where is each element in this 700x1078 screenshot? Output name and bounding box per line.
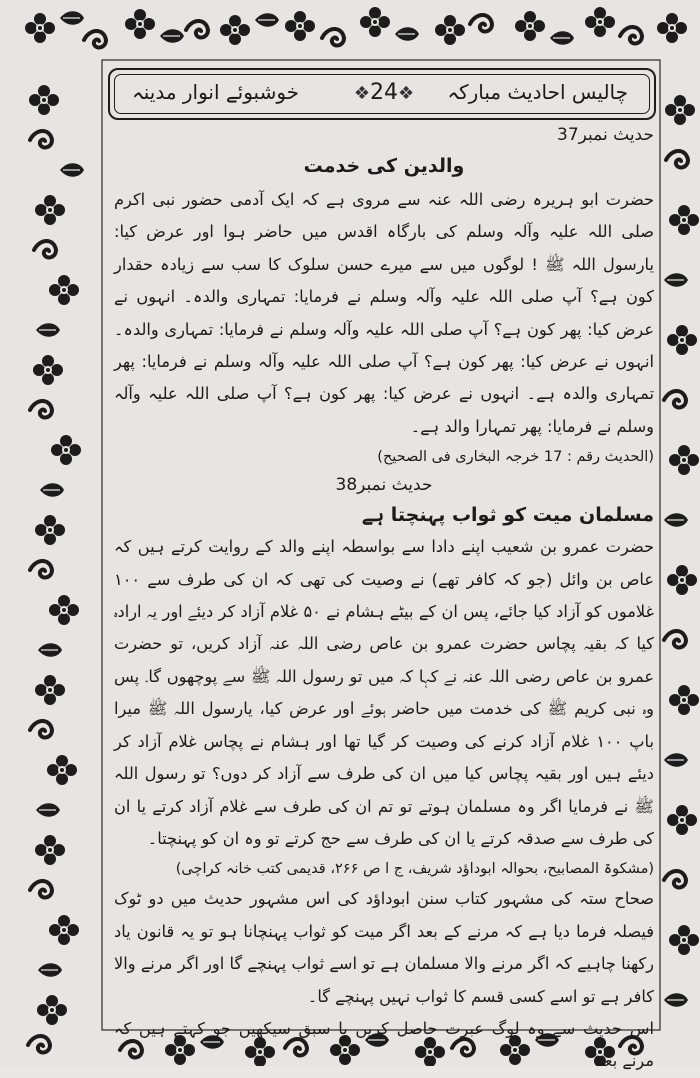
series-title: خوشبوئے انوار مدینہ: [132, 80, 300, 104]
hadith-37-title: والدین کی خدمت: [303, 155, 465, 177]
page-header: [108, 68, 656, 120]
main-content: [114, 122, 654, 1071]
hadith-38-commentary-2: اس حدیث سے وہ لوگ عبرت حاصل کریں یا سبق سیکھیں جو کہتے ہیں کہ مرنے بعد: [114, 1018, 654, 1071]
ornament-left-icon: ❖: [353, 83, 370, 104]
book-title: چالیس احادیث مبارکہ: [447, 80, 628, 104]
hadith-38-commentary-1: صحاح ستہ کی مشہور کتاب سنن ابوداؤد کی اس مشہور حدیث میں دو ٹوک فیصلہ فرما دیا ہے کہ مرنے کے بعد اگر میت کو ثواب پہنچانا ہو تو یہ قانون یاد رکھنا چاہیے کہ اگر مرنے والا مسلمان ہے تو اسے ثواب پہنچے گا اور اگر مرنے والا کافر ہے تو اسے کسی قسم کا ثواب نہیں پہنچے گا۔: [114, 889, 654, 1006]
hadith-38-reference: (مشکوۃ المصابیح، بحوالہ ابوداؤد شریف، ج ا ص ۲۶۶، قدیمی کتب خانہ کراچی): [175, 861, 654, 878]
hadith-38-text: حضرت عمرو بن شعیب اپنے دادا سے بواسطہ اپنے والد کے روایت کرتے ہیں کہ عاص بن وائل (جو کہ کافر تھے) نے وصیت کی تھی کہ ان کی طرف سے ۱۰۰ غلاموں کو آزاد کیا جائے، پس ان کے بیٹے ہشام نے ۵۰ غلام آزاد کر دیئے اور یہ ارادہ کیا کہ بقیہ پچاس حضرت عمرو بن عاص رضی اللہ عنہ آزاد کریں، تو حضرت عمرو بن عاص رضی اللہ عنہ نے کہا کہ میں تو رسول اللہ ﷺ سے پوچھوں گا۔ پس وہ نبی کریم ﷺ کی خدمت میں حاضر ہوئے اور عرض کیا، یارسول اللہ ﷺ میرا باپ ۱۰۰ غلام آزاد کرنے کی وصیت کر گیا تھا اور ہشام نے پچاس غلام آزاد کر دیئے ہیں اور بقیہ پچاس کیا میں ان کی طرف سے آزاد کر دوں؟ تو رسول اللہ ﷺ نے فرمایا اگر وہ مسلمان ہوتے تو تم ان کی طرف سے غلام آزاد کرتے یا ان کی طرف سے صدقہ کرتے یا ان کی طرف سے حج کرتے تو وہ ان کو پہنچتا۔: [114, 537, 654, 848]
hadith-37-reference: (الحدیث رقم : 17 خرجہ البخاری فی الصحیح): [377, 449, 654, 466]
hadith-37-number: حدیث نمبر37: [557, 125, 654, 145]
page-number: [346, 80, 422, 105]
hadith-38-number: حدیث نمبر38: [335, 475, 433, 496]
hadith-37-text: حضرت ابو ہریرہ رضی اللہ عنہ سے مروی ہے کہ ایک آدمی حضور نبی اکرم صلی اللہ علیہ وآلہ وسلم کی بارگاہ اقدس میں حاضر ہوا اور عرض کیا: یارسول اللہ ﷺ ! لوگوں میں سے میرے حسن سلوک کا سب سے زیادہ حقدار کون ہے؟ آپ صلی اللہ علیہ وآلہ وسلم نے فرمایا: تمہاری والدہ۔ انہوں نے عرض کیا: پھر کون ہے؟ آپ صلی اللہ علیہ وآلہ وسلم نے فرمایا: تمہاری والدہ۔ انہوں نے عرض کیا: پھر کون ہے؟ آپ صلی اللہ علیہ وآلہ وسلم نے فرمایا: پھر تمہاری والدہ ہے۔ انہوں نے عرض کیا: پھر کون ہے؟ آپ صلی اللہ علیہ وآلہ وسلم نے فرمایا: پھر تمہارا والد ہے۔: [114, 190, 654, 436]
page-number-value: 24: [370, 80, 398, 105]
ornament-right-icon: ❖: [398, 83, 415, 104]
hadith-38-title: مسلمان میت کو ثواب پہنچتا ہے: [361, 504, 654, 527]
